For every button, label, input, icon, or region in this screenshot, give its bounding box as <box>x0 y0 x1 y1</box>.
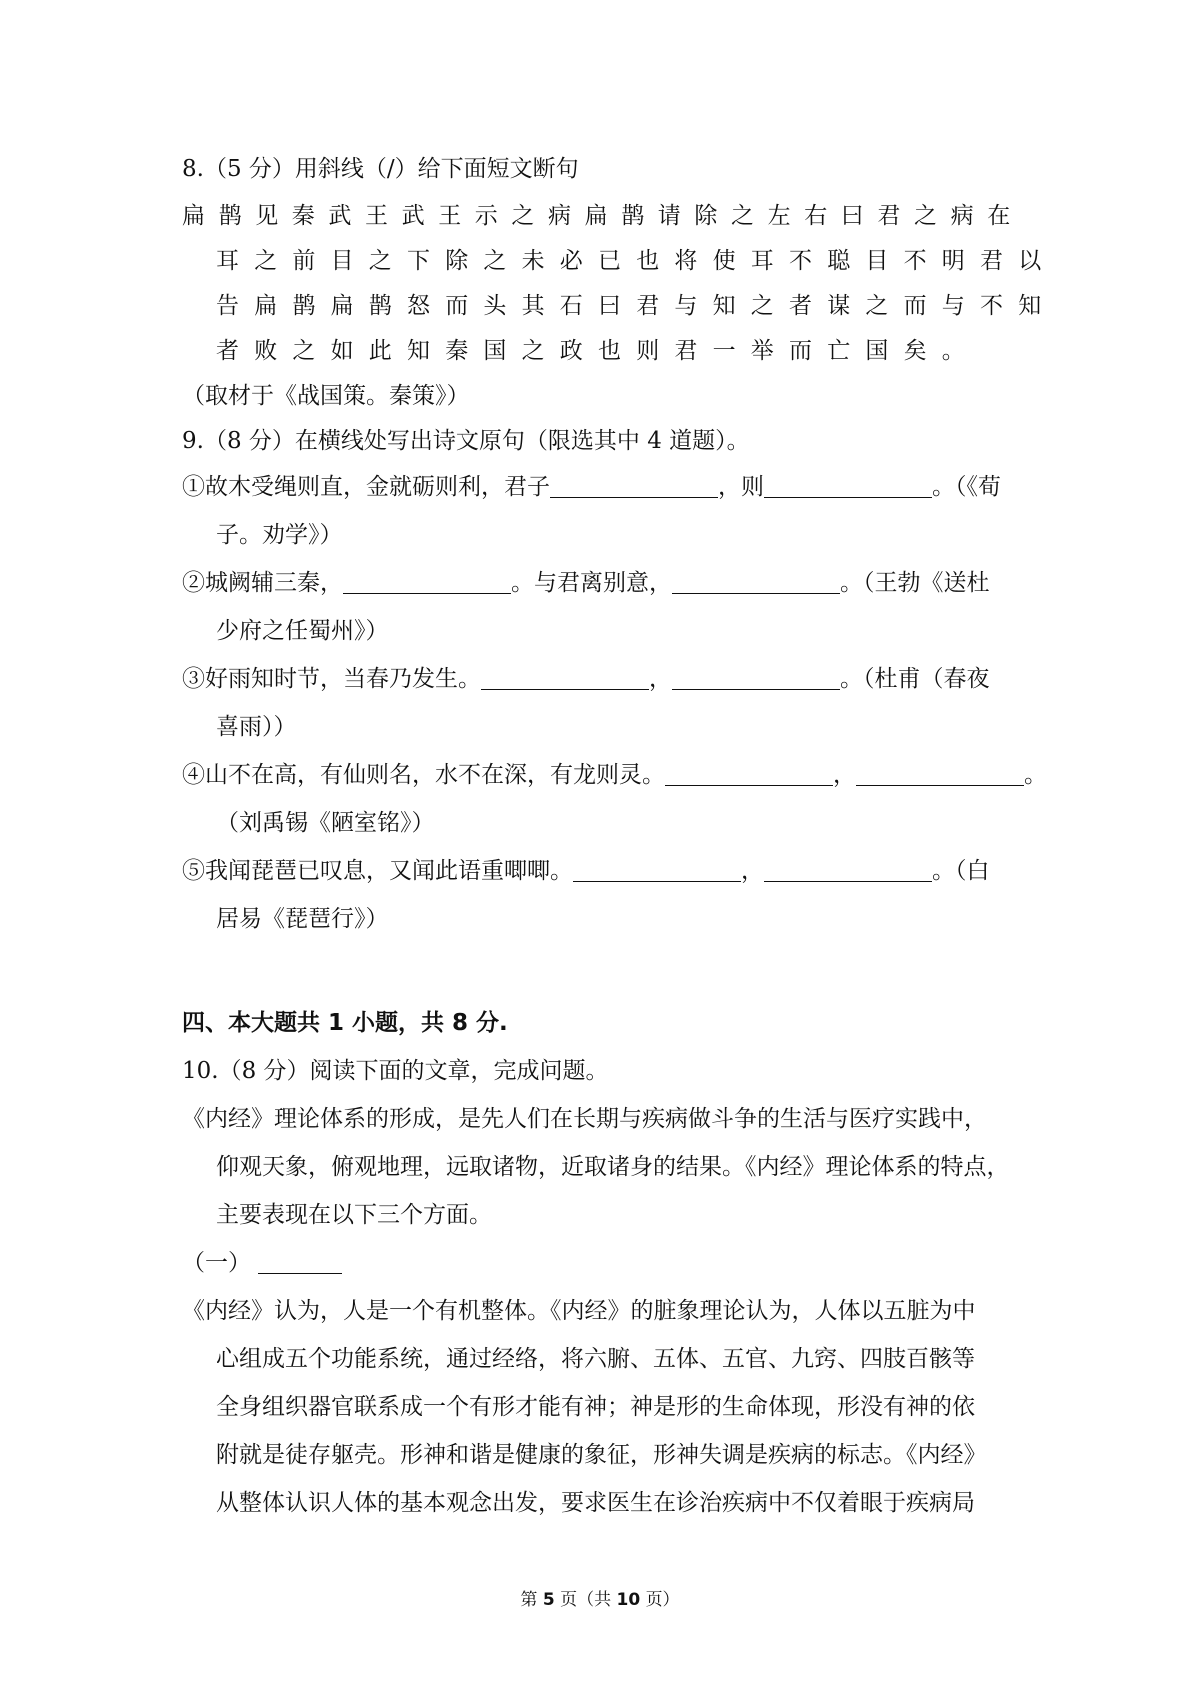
q9-item-2-cont: 少府之任蜀州》） <box>216 618 389 644</box>
q9-item-2-mid: 。与君离别意， <box>511 570 672 596</box>
q9-item-5-mid: ， <box>741 858 764 884</box>
q9-item-3-post: 。（杜甫（春夜 <box>840 666 990 692</box>
q9-item-2 <box>182 567 1028 599</box>
q9-item-3-cont: 喜雨）） <box>216 714 297 740</box>
answer-blank[interactable] <box>481 665 649 690</box>
q9-item-1 <box>182 471 1028 503</box>
answer-blank[interactable] <box>764 473 932 498</box>
q8-passage-line-4: 者败之如此知秦国之政也则君一举而亡国矣。 <box>216 338 980 364</box>
q9-item-5-cont: 居易《琵琶行》） <box>216 906 389 932</box>
page-footer <box>0 1588 1200 1612</box>
q10-para1-line-1: 《内经》理论体系的形成，是先人们在长期与疾病做斗争的生活与医疗实践中， <box>182 1106 987 1132</box>
q10-para2-line-4: 附就是徒存躯壳。形神和谐是健康的象征，形神失调是疾病的标志。《内经》 <box>216 1442 987 1468</box>
q9-item-4-mid: ， <box>833 762 856 788</box>
answer-blank[interactable] <box>672 665 840 690</box>
q9-item-4-pre: ④山不在高，有仙则名，水不在深，有龙则灵。 <box>182 762 665 788</box>
q9-item-1-cont: 子。劝学》） <box>216 522 343 548</box>
answer-blank[interactable] <box>665 761 833 786</box>
q8-source: （取材于《战国策。秦策》） <box>182 383 470 409</box>
q10-para2-line-1: 《内经》认为，人是一个有机整体。《内经》的脏象理论认为，人体以五脏为中 <box>182 1298 976 1324</box>
answer-blank[interactable] <box>573 857 741 882</box>
q9-item-1-post: 。（《荀 <box>932 474 1001 500</box>
q8-passage-line-2: 耳之前目之下除之未必已也将使耳不聪目不明君以 <box>216 248 1057 274</box>
footer-page-number: 5 <box>542 1590 555 1610</box>
q9-item-1-mid: ，则 <box>718 474 764 500</box>
q10-para2-line-3: 全身组织器官联系成一个有形才能有神；神是形的生命体现，形没有神的依 <box>216 1394 975 1420</box>
q9-item-2-post: 。（王勃《送杜 <box>840 570 990 596</box>
q9-item-3-mid: ， <box>649 666 672 692</box>
q9-item-3 <box>182 663 1028 695</box>
q10-title: 10.（8 分）阅读下面的文章，完成问题。 <box>182 1058 609 1084</box>
footer-middle: 页（共 <box>560 1590 612 1610</box>
answer-blank[interactable] <box>343 569 511 594</box>
q9-item-3-pre: ③好雨知时节，当春乃发生。 <box>182 666 481 692</box>
q10-sub1 <box>182 1247 1028 1279</box>
q9-item-5-pre: ⑤我闻琵琶已叹息，又闻此语重唧唧。 <box>182 858 573 884</box>
answer-blank[interactable] <box>672 569 840 594</box>
q10-para2-line-2: 心组成五个功能系统，通过经络，将六腑、五体、五官、九窍、四肢百骸等 <box>216 1346 975 1372</box>
footer-suffix: 页） <box>645 1590 680 1610</box>
q9-item-5-post: 。（白 <box>932 858 990 884</box>
q9-item-4 <box>182 759 1047 791</box>
q8-passage-line-3: 告扁鹊扁鹊怒而头其石曰君与知之者谋之而与不知 <box>216 293 1057 319</box>
q9-item-4-post: 。 <box>1024 762 1047 788</box>
q9-title: 9.（8 分）在横线处写出诗文原句（限选其中 4 道题）。 <box>182 428 750 454</box>
q9-item-1-pre: ①故木受绳则直，金就砺则利，君子 <box>182 474 550 500</box>
q8-passage-line-1: 扁鹊见秦武王武王示之病扁鹊请除之左右曰君之病在 <box>182 203 1024 229</box>
q9-item-4-cont: （刘禹锡《陋室铭》） <box>216 810 435 836</box>
q10-para1-line-3: 主要表现在以下三个方面。 <box>216 1202 492 1228</box>
answer-blank[interactable] <box>764 857 932 882</box>
q10-sub1-label: （一） <box>182 1250 251 1276</box>
q9-item-2-pre: ②城阙辅三秦， <box>182 570 343 596</box>
answer-blank[interactable] <box>550 473 718 498</box>
section-4-heading: 四、本大题共 1 小题，共 8 分. <box>182 1010 508 1036</box>
q10-para1-line-2: 仰观天象，俯观地理，远取诸物，近取诸身的结果。《内经》理论体系的特点， <box>216 1154 1010 1180</box>
q9-item-5 <box>182 855 1028 887</box>
q10-para2-line-5: 从整体认识人体的基本观念出发，要求医生在诊治疾病中不仅着眼于疾病局 <box>216 1490 975 1516</box>
answer-blank[interactable] <box>856 761 1024 786</box>
footer-total-pages: 10 <box>616 1590 641 1610</box>
q8-title: 8.（5 分）用斜线（/）给下面短文断句 <box>182 156 579 182</box>
answer-blank[interactable] <box>258 1249 342 1274</box>
footer-prefix: 第 <box>520 1590 538 1610</box>
